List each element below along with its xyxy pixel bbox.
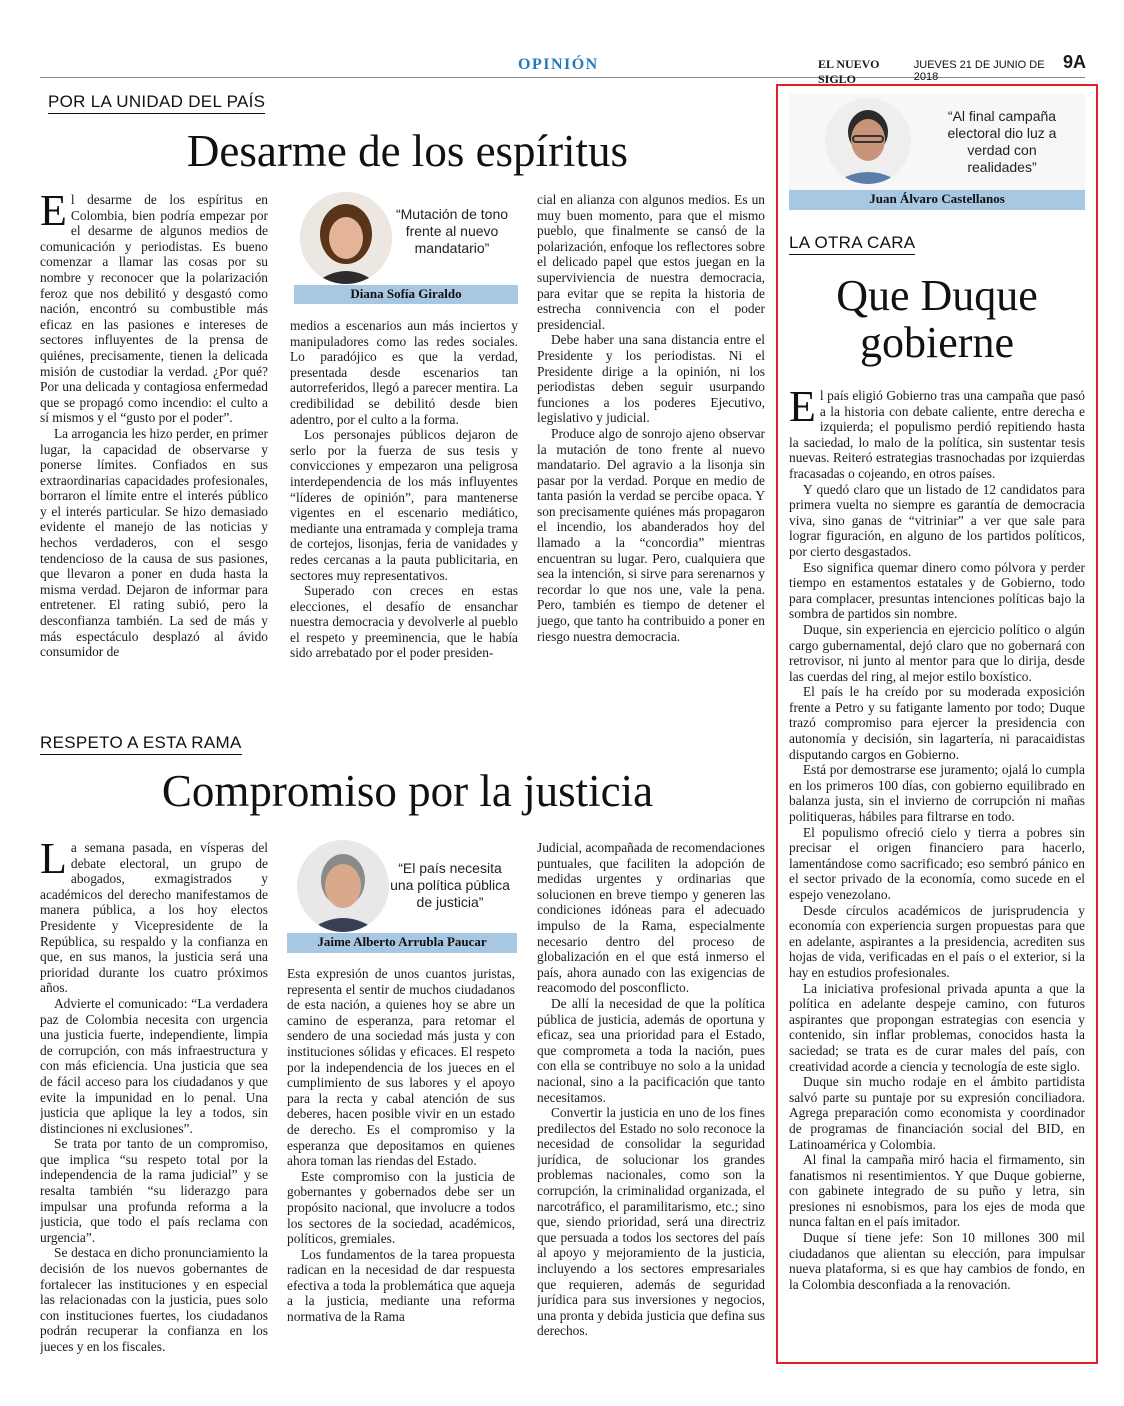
article3-quote: “Al final campaña electoral dio luz a verdad con realidades” <box>947 108 1057 175</box>
article3-p6: Está por demostrarse ese juramento; ojalá lo cumpla en los primeros 100 días, con gobierno equilibrado en balanza justa, sin el invierno de corrupción ni mañas politiqueras, hábiles para filtrarse en todo. <box>789 762 1085 825</box>
article3-p4: Duque, sin experiencia en ejercicio político o algún cargo gubernamental, dejó claro que no gobernará con retrovisor, ni junto al mentor para que lo dirija, desde las cuerdas del ring, al mejor estilo boxístico. <box>789 621 1085 684</box>
article1-col1-p2: La arrogancia les hizo perder, en primer lugar, la capacidad de observarse y ponerse límites. Confiados en sus extraordinarias capacidades profesionales, borraron el límite entre el interés público y el interés particular. Se hizo demasiado evidente el manejo de las noticias y hechos verdaderos, con el sesgo tendencioso de la causa de sus pasiones, que llevaron a poner en duda hasta la misma verdad. Dejaron de informar para entretener. El rating subió, pero la desconfianza también. La sed de más y más espectáculo desplazó al ávido consumidor de <box>40 425 268 660</box>
article1-col1 <box>40 192 268 692</box>
article2-col1-p3: Se trata por tanto de un compromiso, que implica “su respeto total por la independencia de la rama judicial” y se resalta también “su liderazgo para impulsar una profunda reforma a la justicia, que todo el país reclama con urgencia”. <box>40 1136 268 1245</box>
article2-col3-p1: Judicial, acompañada de recomendaciones puntuales, que faciliten la adopción de medidas urgentes y ordinarias que solucionen en breve tiempo y generen las condiciones idóneas para el adecuado impulso de la Rama, especialmente necesario dentro del proceso de globalización en el que está inmerso el país, ahora aunado con las exigencias de reacomodo del posconflicto. <box>537 840 765 996</box>
article3-p8: Desde círculos académicos de jurisprudencia y economía con experiencia surgen propuestas para que en adelante, aspirantes a la presidencia, acrediten sus hojas de vida, verificadas en el país o el exterior, si la hay en estudios profesionales. <box>789 902 1085 980</box>
article1-col2-p3: Superado con creces en estas elecciones, el desafío de ensanchar nuestra democracia y devolverle al pueblo el respeto y preeminencia, que le había sido arrebatado por el poder presiden- <box>290 583 518 661</box>
article2-col2 <box>287 966 515 1360</box>
author-photo-jaime <box>297 840 389 932</box>
article3-p3: Eso significa quemar dinero como pólvora y perder tiempo en estamentos estatales y de Gobierno, todo para complacer, presuntas intenciones políticas bajo la sombra de partidos sin nombre. <box>789 559 1085 622</box>
article3-p1: l país eligió Gobierno tras una campaña que pasó a la historia con debate caliente, entre derecha e izquierda; el populismo perdió repitiendo hasta la saciedad, lo malo de la política, sin sustentar tesis nuevas. Reiteró estrategias trasnochadas por izquierdas fracasadas o cojeando, en otros países. <box>789 388 1085 481</box>
article3-p5: El país le ha creído por su moderada exposición frente a Petro y su fatigante lamento por todo; Duque trazó compromiso para ejercer la presidencia con autonomía y decisión, sin lagartería, ni paracaidistas disputando cargos en Gobierno. <box>789 684 1085 762</box>
article3-kicker: LA OTRA CARA <box>789 233 915 255</box>
article1-col3 <box>537 192 765 692</box>
article1-quote: “Mutación de tono frente al nuevo mandatario” <box>395 206 509 256</box>
article1-headline: Desarme de los espíritus <box>186 126 629 176</box>
section-title: OPINIÓN <box>518 56 599 73</box>
article3-p7: El populismo ofreció cielo y tierra a pobres sin precisar el origen financiero para hacerlo, lamentándose como sacrificado; eso sembró pánico en el sector privado de la economía, como sucede en el espejo venezolano. <box>789 824 1085 902</box>
article3-body <box>789 388 1085 1354</box>
article2-col3-p3: Convertir la justicia en uno de los fines predilectos del Estado no solo reconoce la necesidad de consolidar la seguridad jurídica, de solucionar los grandes problemas nacionales, como son la corrupción, la criminalidad organizada, el narcotráfico, el paramilitarismo, etc.; sino que, siendo prioridad, será una directriz que persuada a todos los sectores del país al apoyo y mejoramiento de la justicia, incluyendo a los sectores empresariales que requieren, además de seguridad jurídica para sus inversiones y negocios, una pronta y debida justicia que defina sus derechos. <box>537 1105 765 1339</box>
article2-kicker: RESPETO A ESTA RAMA <box>40 733 242 755</box>
article3-dropcap: E <box>789 388 816 431</box>
article1-author: Diana Sofía Giraldo <box>294 285 518 304</box>
article1-col3-p1: cial en alianza con algunos medios. Es un muy buen momento, para que el mismo pueblo, que finalmente se cansó de la polarización, enfoque los reflectores sobre el delicado papel que estos juegan en la superviviencia de nuestra democracia, para evitar que se repita la historia de estrecha connivencia con el poder presidencial. <box>537 192 765 332</box>
article2-col1 <box>40 840 268 1360</box>
article1-col3-p3: Produce algo de sonrojo ajeno observar la mutación de tono frente al nuevo mandatario. Del agravio a la lisonja sin pasar por la verdad. Porque en medio de tanta pasión la verdad se percibe opaca. Y son precisamente quiénes más propagaron el incendio, los abanderados hoy del llamado a la “concordia” mientras encuentran su lugar. Pero, cualquiera que sea la intención, si sirve para serenarnos y recordar lo que nos une, vale la pena. Pero, también es tiempo de detener el juego, que tanto ha contribuido a poner en riesgo nuestra democracia. <box>537 425 765 644</box>
article3-p2: Y quedó claro que un listado de 12 candidatos para primera vuelta no siempre es garantía de democracia viva, sino ganas de “vitriniar” a ver que sale para lograr figuración, en alguno de los partidos políticos, por cierto desgastados. <box>789 481 1085 559</box>
article2-quote: “El país necesita una política pública de justicia” <box>390 860 510 910</box>
article1-quote-box <box>290 192 518 304</box>
article1-kicker: POR LA UNIDAD DEL PAÍS <box>48 92 265 114</box>
article2-author: Jaime Alberto Arrubla Paucar <box>287 933 517 953</box>
article2-dropcap: L <box>40 840 67 883</box>
article3-headline-line2: gobierne <box>860 318 1014 367</box>
article1-col3-p2: Debe haber una sana distancia entre el Presidente y los periodistas. Ni el Presidente dirige a la opinión, ni los periodistas deben seguir usurpando funciones a los poderes Ejecutivo, legislativo y judicial. <box>537 332 765 426</box>
paper-name: EL NUEVO SIGLO <box>818 57 880 86</box>
issue-date: JUEVES 21 DE JUNIO DE 2018 <box>913 59 1045 83</box>
article1-col2 <box>290 318 518 692</box>
article3-p12: Duque sí tiene jefe: Son 10 millones 300 mil ciudadanos que alientan su elección, para impulsar nueva plataforma, si es que hay cambios de fondo, en la Colombia desconfiada a la renovación. <box>789 1230 1085 1292</box>
article2-quote-box <box>287 840 517 955</box>
article2-col1-p1: a semana pasada, en vísperas del debate electoral, un grupo de abogados, exmagistrados y académicos del derecho manifestamos de manera pública, a los hoy electos Presidente y Vicepresidente de la República, su respaldo y la confianza en que, en sus manos, la justicia será una prioridad durante los cuatro próximos años. <box>40 840 268 996</box>
author-photo-diana <box>300 192 392 284</box>
article3-headline-line1: Que Duque <box>836 271 1038 320</box>
article2-col2-p1: Esta expresión de unos cuantos juristas, representa el sentir de muchos ciudadanos de esta nación, a quienes hoy se abre un camino de esperanza, para retomar el sendero de una sociedad más justa y con instituciones sólidas y eficaces. El respeto por la independencia de los jueces en el cumplimiento de sus labores y el apoyo para la recta y cabal atención de sus deberes, hacen posible vivir en un estado de derecho. Es el compromiso y la esperanza que depositamos en quienes ahora toman las riendas del Estado. <box>287 966 515 1169</box>
article2-col3-p2: De allí la necesidad de que la política pública de justicia, además de oportuna y eficaz, sea una prioridad para el Estado, que comprometa a toda la nación, pues con ella se contribuye no solo a la unidad nacional, sino a la pacificación que tanto necesitamos. <box>537 995 765 1105</box>
article2-col2-p2: Este compromiso con la justicia de gobernantes y gobernados debe ser un propósito nacional, que involucre a todos los sectores de la sociedad, académicos, políticos, gremiales. <box>287 1168 515 1247</box>
article1-col1-p1: l desarme de los espíritus en Colombia, bien podría empezar por el desarme de algunos medios de comunicación y periodistas. Es bueno comenzar a llamar las cosas por su nombre y reconocer que la polarización feroz que nos debilitó y desgastó como nación, encontró su combustible más eficaz en las pasiones e intereses de sectores influyentes de la prensa de quiénes, precisamente, tienen la delicada misión de custodiar la verdad. ¿Por qué? Por una delicada y contagiosa enfermedad que se propagó como incendio: el culto a sí mismos y el “gusto por el poder”. <box>40 192 268 426</box>
masthead <box>818 52 1086 87</box>
article3-quote-box <box>789 94 1085 210</box>
article2-col3 <box>537 840 765 1360</box>
article3-p11: Al final la campaña miró hacia el firmamento, sin fanatismos ni resentimientos. Y que Duque gobierne, con gabinete integrado de su puño y letra, sin presiones ni esnobismos, para los ejes de moda que nunca faltan en el país imitador. <box>789 1152 1085 1230</box>
author-photo-juan <box>825 98 911 184</box>
article3-p10: Duque sin mucho rodaje en el ámbito partidista salvó parte su puntaje por su expresión conciliadora. Agrega preparación como economista y coordinador de programas de financiación social del BID, en Latinoamérica y Colombia. <box>789 1074 1085 1152</box>
article1-col2-p1: medios a escenarios aun más inciertos y manipuladores como las redes sociales. Lo paradójico es que la verdad, presentada desde escenarios tan autorreferidos, llegó a parecer mentira. La credibilidad se debilitó desde bien adentro, por el culto a la forma. <box>290 318 518 427</box>
article3-headline <box>789 272 1085 366</box>
article2-headline: Compromiso por la justicia <box>161 766 654 816</box>
page-number: 9A <box>1062 52 1086 72</box>
article3-author: Juan Álvaro Castellanos <box>789 190 1085 210</box>
article1-col2-p2: Los personajes públicos dejaron de serlo por la fuerza de sus tesis y convicciones y empezaron una peligrosa interdependencia de los más influyentes “líderes de opinión”, para mantenerse vigentes en el escenario mediático, mediante una entramada y compleja trama de cortejos, lisonjas, feria de vanidades y redes cercanas a la pauta publicitaria, en sectores muy representativos. <box>290 427 518 583</box>
article2-col1-p4: Se destaca en dicho pronunciamiento la decisión de los nuevos gobernantes de fortalecer las instituciones y en especial las relacionadas con la justicia, pues solo con instituciones fuertes, los ciudadanos podrán recuperar la confianza en los jueces y en los fiscales. <box>40 1245 268 1354</box>
article1-dropcap: E <box>40 192 67 235</box>
article2-col2-p3: Los fundamentos de la tarea propuesta radican en la necesidad de dar respuesta efectiva a toda la problemática que aqueja a la justicia, mediante una reforma normativa de la Rama <box>287 1246 515 1325</box>
article3-p9: La iniciativa profesional privada apunta a que la política en adelante despeje camino, con futuros aspirantes que propongan estrategias con esencia y contenido, sin inflar problemas, conocidos hasta la saciedad; se trata es de curar males del país, con creatividad acorde a ciencia y tecnología de este siglo. <box>789 980 1085 1074</box>
article2-col1-p2: Advierte el comunicado: “La verdadera paz de Colombia necesita con urgencia una justicia fuerte, independiente, limpia de corrupción, con más infraestructura y con más eficiencia. Una justicia que sea de fácil acceso para los ciudadanos y que evite la impunidad en lo penal. Una justicia que aplique la ley a todos, sin distinciones ni exclusiones”. <box>40 995 268 1136</box>
